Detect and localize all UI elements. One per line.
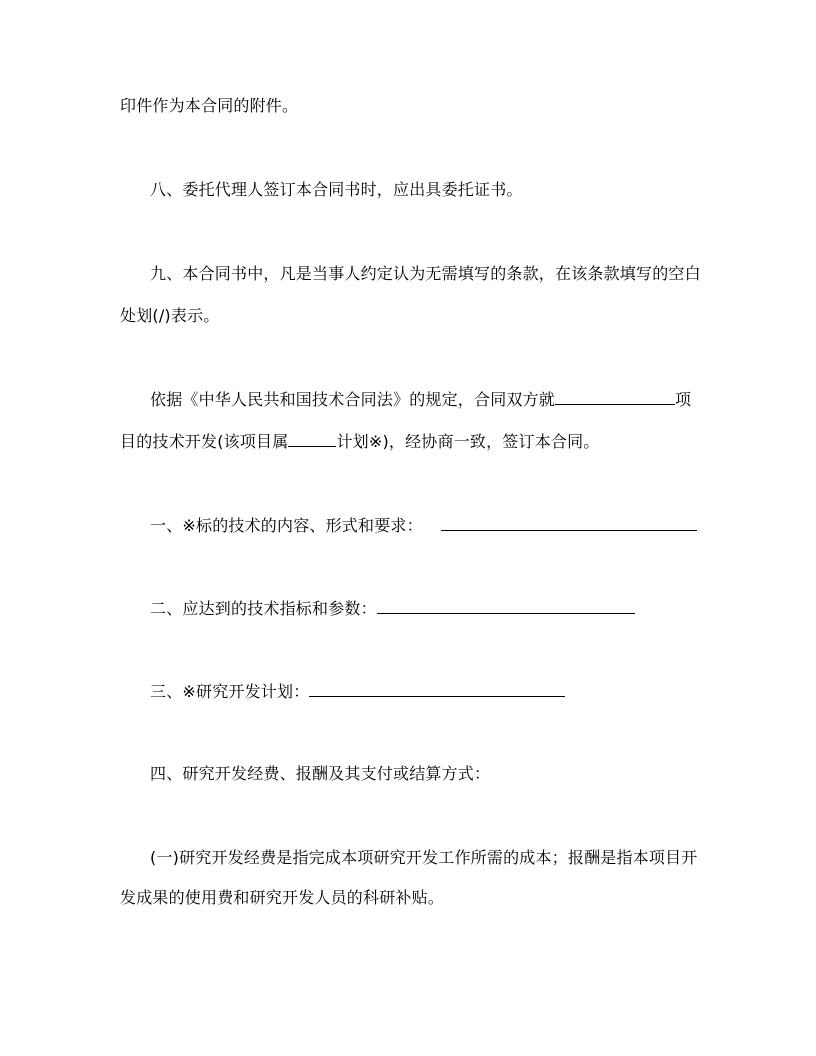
preamble-text-d: 计划※)，经协商一致，签订本合同。 bbox=[336, 432, 600, 451]
clause-9-line-1: 九、本合同书中，凡是当事人约定认为无需填写的条款，在该条款填写的空白 bbox=[150, 264, 701, 283]
article-4-sub-1-line-2: 发成果的使用费和研究开发人员的科研补贴。 bbox=[120, 888, 445, 907]
paragraph-continued: 印件作为本合同的附件。 bbox=[120, 96, 299, 115]
article-2-blank[interactable] bbox=[377, 597, 635, 614]
article-3-blank[interactable] bbox=[309, 680, 565, 697]
article-1 bbox=[150, 514, 697, 536]
article-2-label: 二、应达到的技术指标和参数： bbox=[150, 599, 377, 618]
project-name-blank[interactable] bbox=[555, 388, 675, 405]
article-4-sub-1-line-1: (一)研究开发经费是指完成本项研究开发工作所需的成本；报酬是指本项目开 bbox=[150, 848, 698, 867]
article-1-blank[interactable] bbox=[441, 514, 697, 531]
article-4: 四、研究开发经费、报酬及其支付或结算方式： bbox=[150, 764, 491, 783]
clause-8: 八、委托代理人签订本合同书时，应出具委托证书。 bbox=[150, 180, 523, 199]
preamble-text-b: 项 bbox=[675, 390, 692, 409]
preamble-text-c: 目的技术开发(该项目属 bbox=[120, 432, 289, 451]
preamble-line-2 bbox=[120, 430, 600, 452]
clause-9-line-2: 处划(/)表示。 bbox=[120, 306, 220, 325]
plan-type-blank[interactable] bbox=[288, 430, 336, 447]
preamble-text-a: 依据《中华人民共和国技术合同法》的规定，合同双方就 bbox=[150, 390, 556, 409]
article-1-label: 一、※标的技术的内容、形式和要求： bbox=[150, 516, 423, 535]
article-3-label: 三、※研究开发计划： bbox=[150, 682, 310, 701]
article-3 bbox=[150, 680, 565, 702]
preamble-line-1 bbox=[150, 388, 691, 410]
article-2 bbox=[150, 597, 635, 619]
